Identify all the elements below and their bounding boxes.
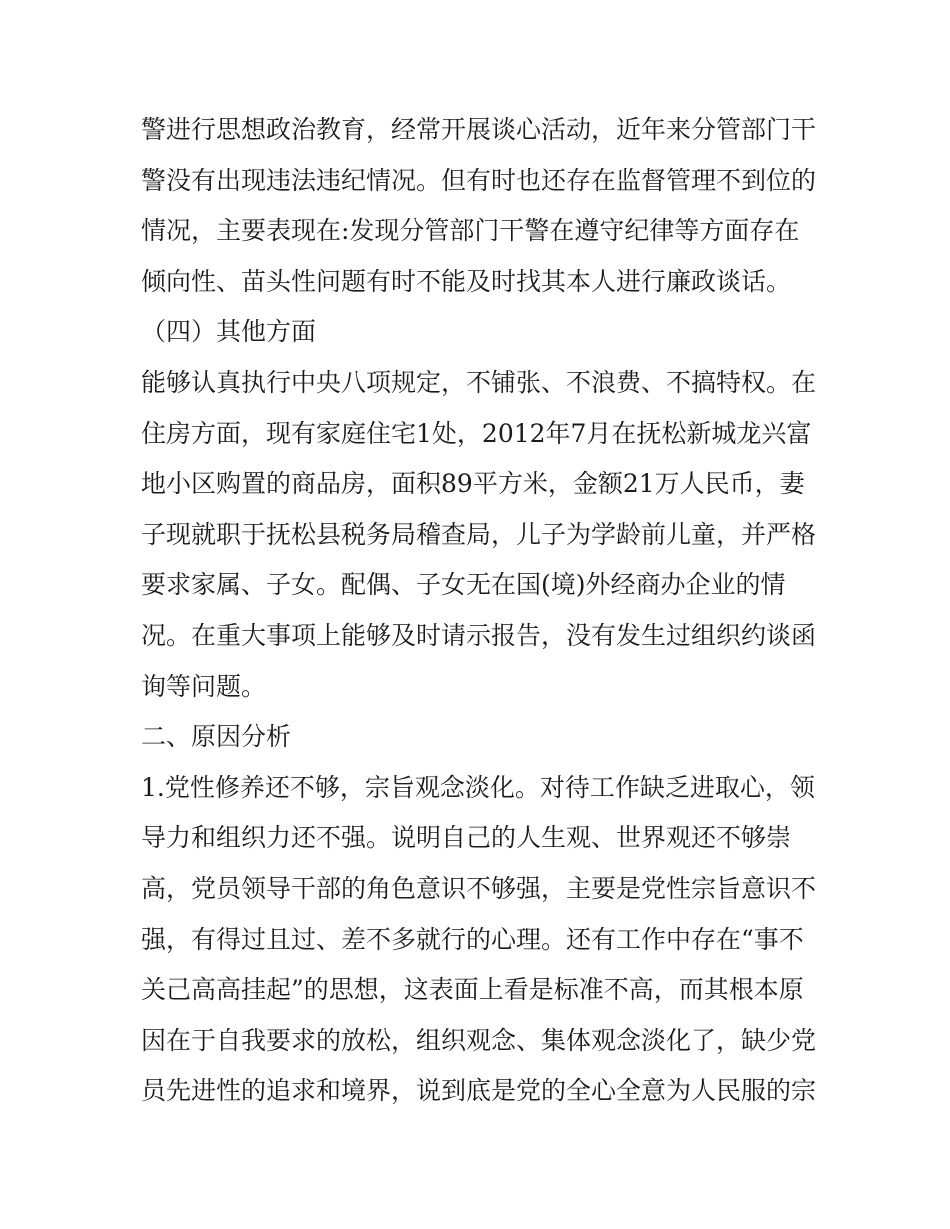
paragraph-line: 因在于自我要求的放松，组织观念、集体观念淡化了，缺少党 — [141, 1025, 817, 1055]
paragraph-line: 子现就职于抚松县税务局稽查局，儿子为学龄前儿童，并严格 — [141, 519, 817, 549]
paragraph-line: 导力和组织力还不强。说明自己的人生观、世界观还不够崇 — [141, 823, 792, 853]
section-heading: （四）其他方面 — [141, 317, 317, 347]
paragraph-line: 能够认真执行中央八项规定，不铺张、不浪费、不搞特权。在 — [141, 367, 817, 397]
paragraph-line: 住房方面，现有家庭住宅1处，2012年7月在抚松新城龙兴富 — [141, 418, 812, 448]
paragraph-line: 情况，主要表现在:发现分管部门干警在遵守纪律等方面存在 — [141, 216, 800, 246]
paragraph-line: 1.党性修养还不够，宗旨观念淡化。对待工作缺乏进取心，领 — [141, 772, 815, 802]
paragraph-line: 高，党员领导干部的角色意识不够强，主要是党性宗旨意识不 — [141, 873, 817, 903]
paragraph-line: 倾向性、苗头性问题有时不能及时找其本人进行廉政谈话。 — [141, 266, 792, 296]
section-heading: 二、原因分析 — [141, 722, 292, 752]
paragraph-line: 强，有得过且过、差不多就行的心理。还有工作中存在“事不 — [141, 924, 804, 954]
paragraph-line: 要求家属、子女。配偶、子女无在国(境)外经商办企业的情 — [141, 570, 786, 600]
paragraph-line: 员先进性的追求和境界，说到底是党的全心全意为人民服的宗 — [141, 1076, 817, 1106]
paragraph-line: 况。在重大事项上能够及时请示报告，没有发生过组织约谈函 — [141, 620, 817, 650]
paragraph-line: 警进行思想政治教育，经常开展谈心活动，近年来分管部门干 — [141, 115, 817, 144]
paragraph-line: 询等问题。 — [141, 671, 267, 701]
paragraph-line: 警没有出现违法违纪情况。但有时也还存在监督管理不到位的 — [141, 165, 817, 195]
paragraph-line: 关己高高挂起”的思想，这表面上看是标准不高，而其根本原 — [141, 975, 804, 1005]
paragraph-line: 地小区购置的商品房，面积89平方米，金额21万人民币，妻 — [141, 469, 805, 499]
document-body — [141, 105, 821, 1117]
